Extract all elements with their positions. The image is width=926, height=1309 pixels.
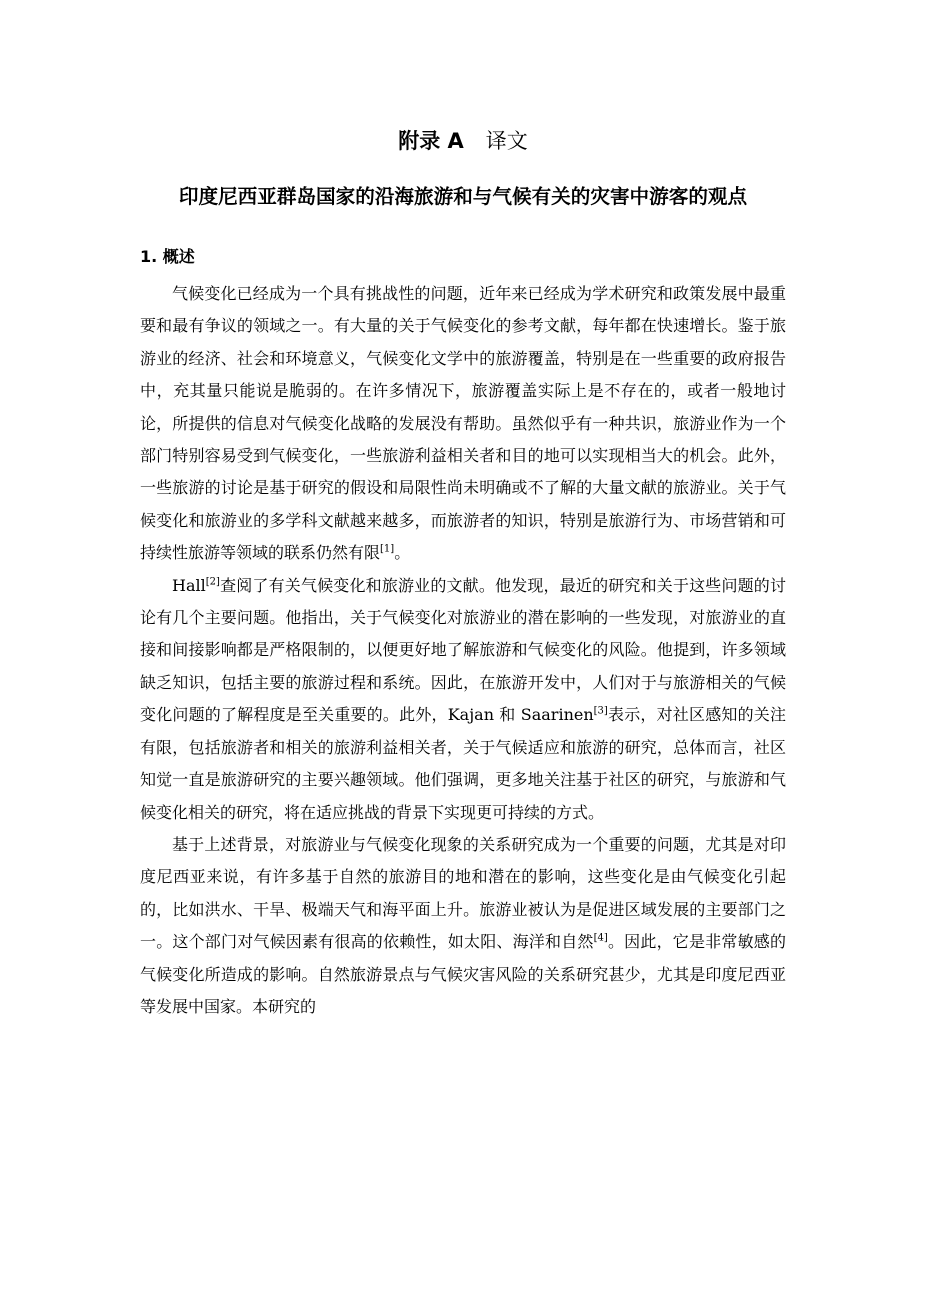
- paragraph-2-tail: 表示，对社区感知的关注有限，包括旅游者和相关的旅游利益相关者，关于气候适应和旅游的研究，总体而言，社区知觉一直是旅游研究的主要兴趣领域。他们强调，更多地关注基于社区的研究，与旅游和气候变化相关的研究，将在适应挑战的背景下实现更可持续的方式。: [140, 705, 786, 822]
- paragraph-3-tail: 。因此，它是非常敏感的气候变化所造成的影响。自然旅游景点与气候灾害风险的关系研究甚少，尤其是印度尼西亚等发展中国家。本研究的: [140, 932, 786, 1016]
- paragraph-1-text: 气候变化已经成为一个具有挑战性的问题，近年来已经成为学术研究和政策发展中最重要和最有争议的领域之一。有大量的关于气候变化的参考文献，每年都在快速增长。鉴于旅游业的经济、社会和环境意义，气候变化文学中的旅游覆盖，特别是在一些重要的政府报告中，充其量只能说是脆弱的。在许多情况下，旅游覆盖实际上是不存在的，或者一般地讨论，所提供的信息对气候变化战略的发展没有帮助。虽然似乎有一种共识，旅游业作为一个部门特别容易受到气候变化，一些旅游利益相关者和目的地可以实现相当大的机会。此外，一些旅游的讨论是基于研究的假设和局限性尚未明确或不了解的大量文献的旅游业。关于气候变化和旅游业的多学科文献越来越多，而旅游者的知识，特别是旅游行为、市场营销和可持续性旅游等领域的联系仍然有限: [140, 284, 786, 563]
- paragraph-3-text: 基于上述背景，对旅游业与气候变化现象的关系研究成为一个重要的问题，尤其是对印度尼西亚来说，有许多基于自然的旅游目的地和潜在的影响，这些变化是由气候变化引起的，比如洪水、干旱、极端天气和海平面上升。旅游业被认为是促进区域发展的主要部门之一。这个部门对气候因素有很高的依赖性，如太阳、海洋和自然: [140, 834, 786, 952]
- section-heading: 1. 概述: [140, 247, 195, 266]
- body-text: [140, 278, 786, 1023]
- citation-ref-2: [2]: [205, 576, 220, 588]
- citation-ref-4: [4]: [593, 932, 608, 944]
- paragraph-3: [140, 829, 786, 1023]
- paper-title: 印度尼西亚群岛国家的沿海旅游和与气候有关的灾害中游客的观点: [178, 185, 748, 208]
- paragraph-1: [140, 278, 786, 570]
- paragraph-2: [140, 570, 786, 829]
- appendix-heading: [0, 126, 926, 156]
- paragraph-1-tail: 。: [394, 543, 411, 563]
- paragraph-2-text: 查阅了有关气候变化和旅游业的文献。他发现，最近的研究和关于这些问题的讨论有几个主要问题。他指出，关于气候变化对旅游业的潜在影响的一些发现，对旅游业的直接和间接影响都是严格限制的，以便更好地了解旅游和气候变化的风险。他提到，许多领域缺乏知识，包括主要的旅游过程和系统。因此，在旅游开发中，人们对于与旅游相关的气候变化问题的了解程度是至关重要的。此外，Kajan 和 Saarinen: [140, 575, 786, 725]
- paragraph-2-author: Hall: [172, 575, 206, 595]
- appendix-subtitle: 译文: [485, 129, 528, 153]
- citation-ref-1: [1]: [380, 543, 395, 555]
- citation-ref-3: [3]: [593, 705, 608, 717]
- appendix-label: 附录 A: [398, 129, 464, 153]
